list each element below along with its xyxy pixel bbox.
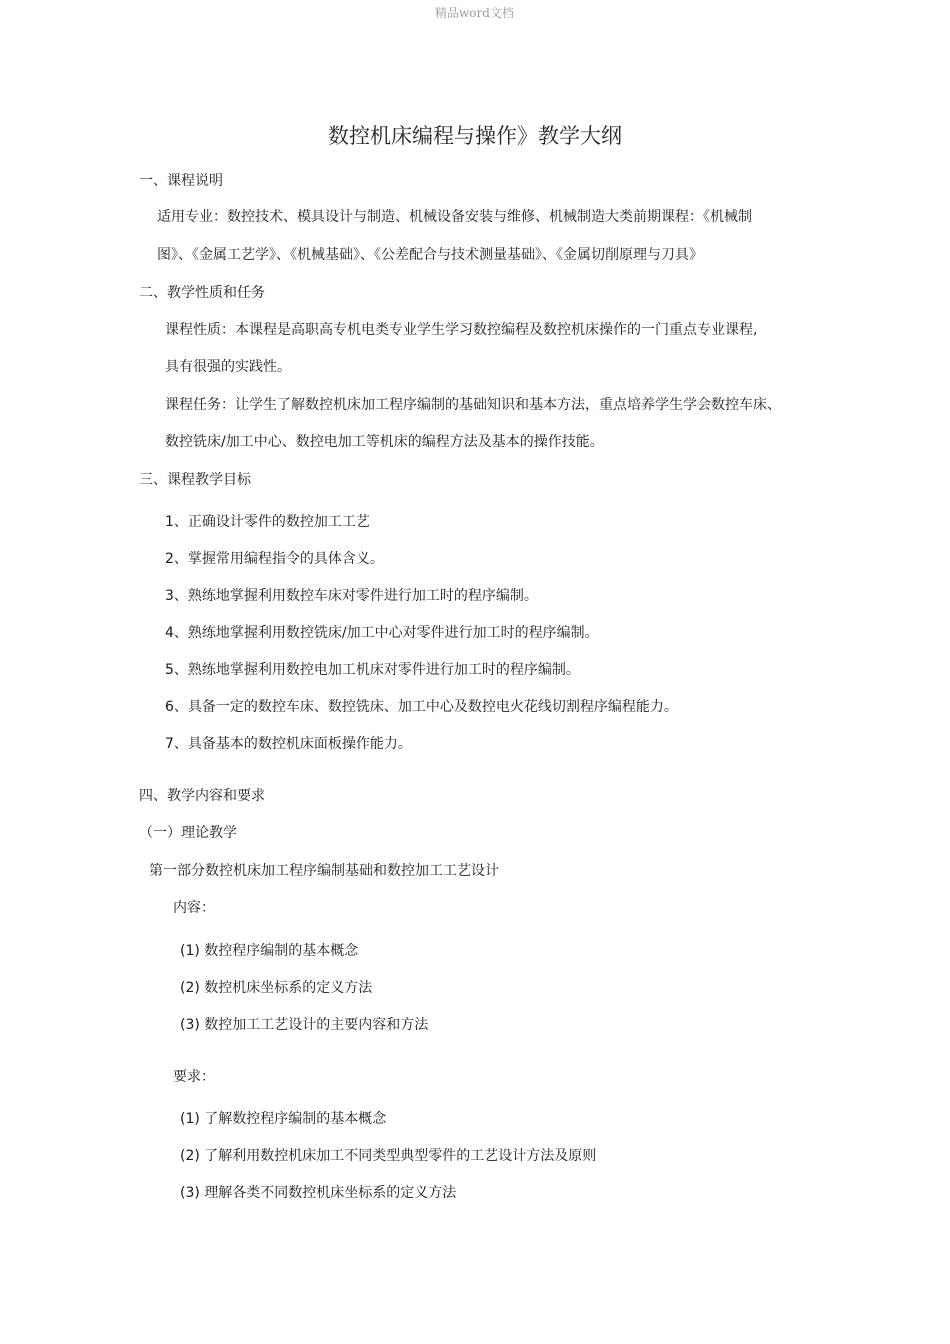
- content-label: 内容：: [173, 900, 215, 916]
- list-item: (3) 理解各类不同数控机床坐标系的定义方法: [180, 1185, 457, 1201]
- paragraph-line: 图》、《金属工艺学》、《机械基础》、《公差配合与技术测量基础》、《金属切削原理与刀具》: [157, 247, 703, 263]
- list-item: 7、具备基本的数控机床面板操作能力。: [165, 736, 412, 752]
- list-item: (3) 数控加工工艺设计的主要内容和方法: [180, 1017, 429, 1033]
- section-heading-2: 二、教学性质和任务: [139, 285, 265, 301]
- paragraph-line: 数控铣床/加工中心、数控电加工等机床的编程方法及基本的操作技能。: [165, 434, 604, 450]
- list-item: 5、熟练地掌握利用数控电加工机床对零件进行加工时的程序编制。: [165, 662, 580, 678]
- list-item: (2) 数控机床坐标系的定义方法: [180, 980, 373, 996]
- list-item: 1、正确设计零件的数控加工工艺: [165, 514, 370, 530]
- paragraph-line: 具有很强的实践性。: [165, 359, 291, 375]
- part-heading: 第一部分数控机床加工程序编制基础和数控加工工艺设计: [149, 863, 499, 879]
- list-item: (1) 数控程序编制的基本概念: [180, 943, 359, 959]
- requirements-label: 要求：: [173, 1069, 215, 1085]
- list-item: (1) 了解数控程序编制的基本概念: [180, 1111, 387, 1127]
- section-heading-1: 一、课程说明: [139, 173, 223, 189]
- paragraph-line: 适用专业：数控技术、模具设计与制造、机械设备安装与维修、机械制造大类前期课程：《机械制: [157, 209, 752, 225]
- paragraph-line: 课程性质：本课程是高职高专机电类专业学生学习数控编程及数控机床操作的一门重点专业课程,: [165, 322, 758, 338]
- list-item: 2、掌握常用编程指令的具体含义。: [165, 551, 384, 567]
- section-heading-4: 四、教学内容和要求: [139, 788, 265, 804]
- list-item: 3、熟练地掌握利用数控车床对零件进行加工时的程序编制。: [165, 588, 538, 604]
- list-item: 4、熟练地掌握利用数控铣床/加工中心对零件进行加工时的程序编制。: [165, 625, 599, 641]
- section-heading-3: 三、课程教学目标: [139, 472, 251, 488]
- watermark: 精品word文档: [435, 6, 514, 20]
- list-item: (2) 了解利用数控机床加工不同类型典型零件的工艺设计方法及原则: [180, 1148, 597, 1164]
- list-item: 6、具备一定的数控车床、数控铣床、加工中心及数控电火花线切割程序编程能力。: [165, 699, 678, 715]
- paragraph-line: 课程任务：让学生了解数控机床加工程序编制的基础知识和基本方法，重点培养学生学会数控车床、: [165, 397, 781, 413]
- subsection-heading: （一）理论教学: [139, 825, 237, 841]
- document-title: 数控机床编程与操作》教学大纲: [328, 124, 622, 148]
